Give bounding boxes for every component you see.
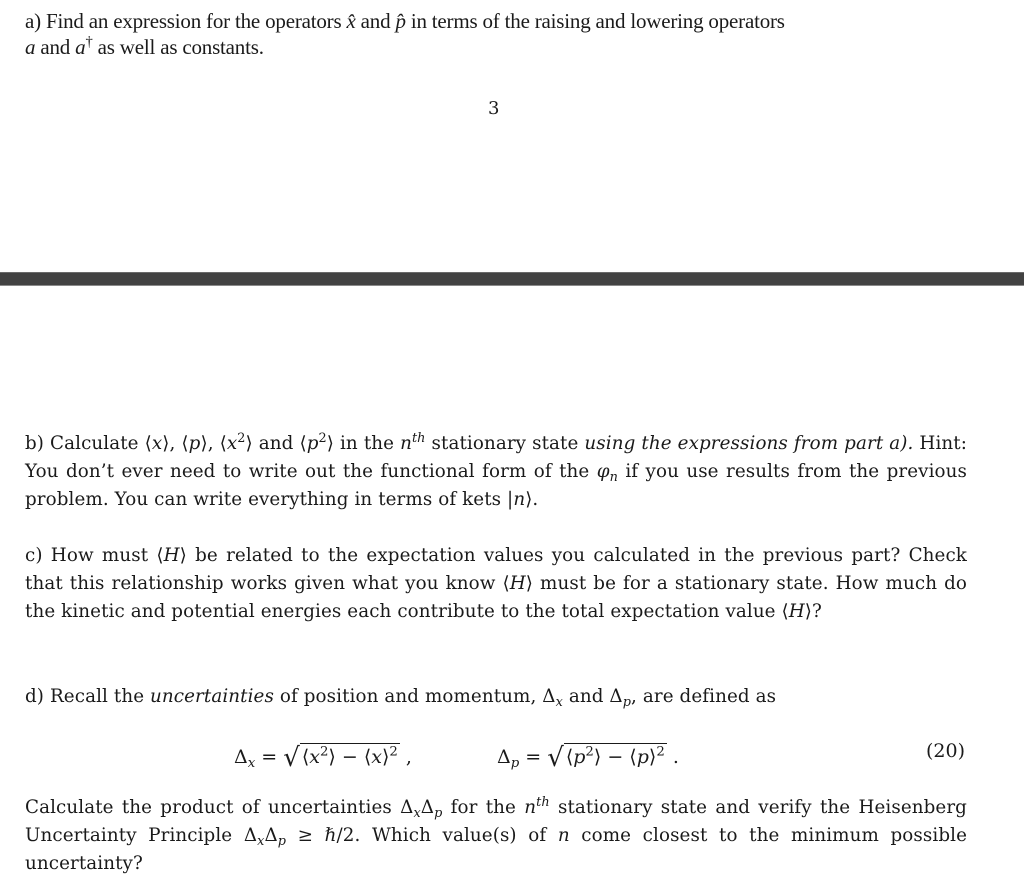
- part-a-line-2: a and a† as well as constants.: [25, 33, 264, 59]
- part-a-line-1: a) Find an expression for the operators x̂ and p̂ in terms of the raising and lowering operators: [25, 9, 785, 33]
- page-divider: [0, 272, 1024, 286]
- sqrt-symbol: √ $⟨x^2⟩$ − ⟨x⟩$^2$: [283, 743, 398, 773]
- part-a-question: [25, 8, 975, 60]
- sqrt-symbol: √ $⟨p^2⟩$ − ⟨p⟩$^2$: [547, 743, 665, 773]
- page-number: 3: [488, 98, 500, 119]
- equation-number: (20): [926, 740, 966, 762]
- part-d-intro: d) Recall the uncertainties of position and momentum, $\Delta_x$ and $\Delta_p$, are defined as: [25, 686, 777, 710]
- part-d-question: Calculate the product of uncertainties $\Delta_x\Delta_p$ for the $n^{th}$ stationary state and verify the Heisenberg Uncertainty Principle $\Delta_x\Delta_p$ ≥ ℏ/2. Which value(s) of n come closest to the minimum possible uncertainty?: [25, 794, 967, 874]
- delta-x-definition: $\Delta_x$ = √ $⟨x^2⟩$ − ⟨x⟩$^2$ ,: [234, 740, 412, 770]
- part-c-question: c) How must ⟨H⟩ be related to the expectation values you calculated in the previous part? Check that this relationship works given what you know ⟨H⟩ must be for a stationary state. How much do the kinetic and potential energies each contribute to the total expectation value ⟨H⟩?: [25, 545, 967, 622]
- part-b-question: b) Calculate ⟨x⟩, ⟨p⟩, $⟨x^2⟩$ and $⟨p^2⟩$ in the $n^{th}$ stationary state using the expressions from part a). Hint: You don’t ever need to write out the functional form of the $\varphi_n$ if you use results from the previous problem. You can write everything in terms of kets |n⟩.: [25, 430, 967, 510]
- uncertainties-emphasis: uncertainties: [150, 686, 274, 707]
- delta-p-definition: $\Delta_p$ = √ $⟨p^2⟩$ − ⟨p⟩$^2$ .: [497, 740, 679, 770]
- equation-20: [0, 736, 1024, 776]
